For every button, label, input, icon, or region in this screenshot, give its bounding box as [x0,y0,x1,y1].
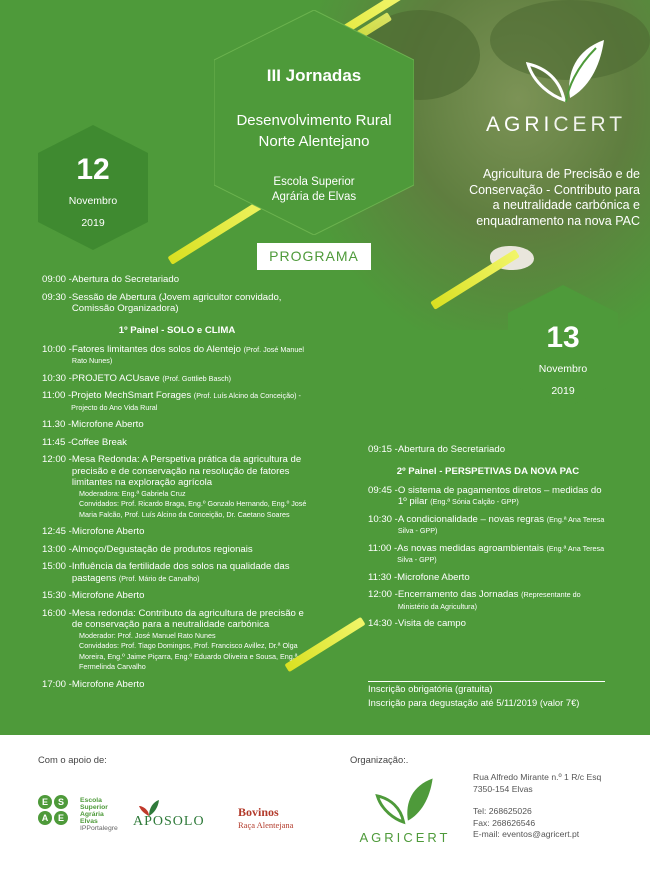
event-title: III Jornadas [266,66,362,85]
schedule-item: 09:00 - Abertura do Secretariado [42,274,180,285]
schedule-item: 10:30 - PROJETO ACUsave (Prof. Gottlieb Basch) [42,372,232,384]
schedule-item: 11:30 - Microfone Aberto [368,571,470,583]
programa-label: PROGRAMA [257,243,371,270]
schedule-day2 [368,444,608,636]
day1-hexagon [38,125,148,250]
email-link[interactable]: E-mail: eventos@agricert.pt [473,829,580,839]
leaf-icon [375,777,435,825]
venue-line1: Escola Superior [273,176,355,188]
panel1-title: 1º Painel - SOLO e CLIMA [118,324,236,336]
schedule-item: 09:15 - Abertura do Secretariado [368,444,506,455]
logo-wordmark: AGRICERT [486,113,627,136]
organization-label: Organização:. [350,754,409,765]
schedule-item: 09:45 - O sistema de pagamentos diretos – medidas do 1º pilar (Eng.ª Sónia Calção - GPP) [368,484,602,507]
schedule-item: 12:45 - Microfone Aberto [42,526,145,537]
event-tagline: Agricultura de Precisão e de Conservação - Contributo para a neutralidade carbónica e enquadramento na nova PAC [469,167,640,228]
schedule-item: 17:00 - Microfone Aberto [42,678,145,690]
day1-month: Novembro [68,195,118,207]
registration-info: Inscrição obrigatória (gratuita) Inscrição para degustação até 5/11/2019 (valor 7€) [368,683,580,708]
leaf-icon [526,38,606,104]
moderator-note: Moderador: Prof. José Manuel Rato Nunes [79,630,216,640]
schedule-item: 10:00 - Fatores limitantes dos solos do Alentejo (Prof. José Manuel Rato Nunes) [42,343,304,365]
day2-month: Novembro [538,363,588,375]
event-subtitle-line1: Desenvolvimento Rural [236,112,392,129]
schedule-item: 12:00 - Encerramento das Jornadas (Representante do Ministério da Agricultura) [368,589,581,611]
schedule-item: 11:00 - As novas medidas agroambientais (Eng.ª Ana Teresa Silva - GPP) [368,542,605,564]
guests-note: Convidados: Prof. Tiago Domingos, Prof. Francisco Avillez, Dr.ª Olga Moreira, Eng.º Jaime Piçarra, Eng.º Eduardo Oliveira e Sousa, Eng.ª Fermelinda Carvalho [79,641,298,671]
schedule-item: 11.30 - Microfone Aberto [42,419,144,430]
venue-line2: Agrária de Elvas [271,191,357,203]
schedule-item: 15:30 - Microfone Aberto [42,590,145,601]
agricert-logo [486,38,636,137]
panel2-title: 2º Painel - PERSPETIVAS DA NOVA PAC [396,465,580,477]
title-hexagon [214,10,414,235]
schedule-item: 11:45 - Coffee Break [42,436,127,448]
schedule-item: 11:00 - Projeto MechSmart Forages (Prof. Luís Alcino da Conceição) - Projecto do Ano Vida Rural [42,390,301,412]
bovinos-logo: Bovinos Raça Alentejana [238,805,294,830]
schedule-item: 16:00 - Mesa redonda: Contributo da agricultura de precisão e de conservação para a neutralidade carbónica [42,607,304,630]
day1-year: 2019 [81,217,105,229]
day1-number: 12 [76,153,110,186]
schedule-item: 14:30 - Visita de campo [368,618,466,629]
day2-year: 2019 [551,385,575,397]
schedule-item: 13:00 - Almoço/Degustação de produtos regionais [42,543,253,555]
contact-info: Rua Alfredo Mirante n.º 1 R/c Esq 7350-154 Elvas Tel: 268625026 Fax: 268626546 E-mail: eventos@agricert.pt [473,772,602,839]
schedule-item: 15:00 - Influência da fertilidade dos solos na qualidade das pastagens (Prof. Mário de Carvalho) [42,561,290,584]
day2-number: 13 [546,321,580,354]
support-label: Com o apoio de: [38,754,107,765]
schedule-item: 10:30 - A condicionalidade – novas regras (Eng.ª Ana Teresa Silva - GPP) [368,513,605,535]
event-subtitle-line2: Norte Alentejano [258,133,370,150]
schedule-item: 09:30 - Sessão de Abertura (Jovem agricultor convidado, Comissão Organizadora) [42,291,282,314]
schedule-item: 12:00 - Mesa Redonda: A Perspetiva prática da agricultura de precisão e de conservação na resolução de fatores limitantes na exploração agrícola [42,454,302,488]
agricert-footer-logo: AGRICERT [350,777,460,845]
schedule-day1 [42,274,312,696]
moderator-note: Moderadora: Eng.ª Gabriela Cruz [79,488,186,498]
guests-note: Convidados: Prof. Ricardo Braga, Eng.º Gonzalo Hernando, Eng.º José Maria Falcão, Prof. Luís Alcino da Conceição, Dr. Caetano Soares [79,499,307,519]
day2-hexagon [508,285,618,410]
